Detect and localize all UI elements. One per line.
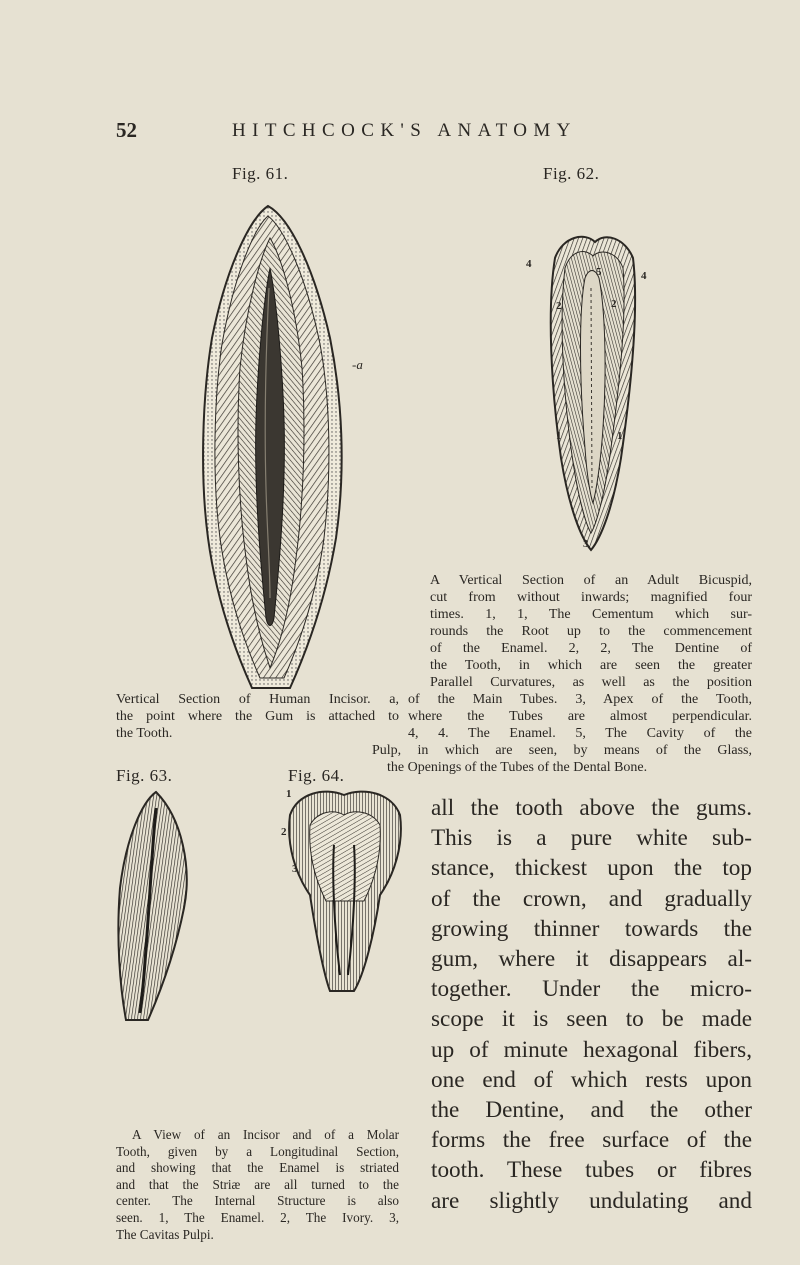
- body-line: are slightly undulating and: [431, 1187, 752, 1214]
- fig-64-callout-3: 3: [292, 863, 298, 875]
- fig-61-caption: [116, 691, 399, 742]
- caption-line: Pulp, in which are seen, by means of the Glass,: [372, 743, 752, 758]
- caption-line: 4, 4. The Enamel. 5, The Cavity of the: [408, 726, 752, 741]
- body-line: the Dentine, and the other: [431, 1097, 752, 1124]
- fig-62-caption-cont: [408, 691, 752, 742]
- body-line: forms the free surface of the: [431, 1127, 752, 1154]
- body-line: of the crown, and gradually: [431, 885, 752, 912]
- fig-61-label: Fig. 61.: [232, 164, 289, 183]
- body-line: This is a pure white sub-: [431, 825, 752, 852]
- body-line: all the tooth above the gums.: [431, 795, 752, 821]
- fig-62-callout-3: 3: [583, 538, 589, 550]
- fig-64-label: Fig. 64.: [288, 766, 345, 785]
- fig-62-callout-2-left: 2: [556, 300, 562, 312]
- fig-63-incisor-illustration: [112, 788, 198, 1023]
- body-line: together. Under the micro-: [431, 976, 752, 1003]
- fig-64-callout-2: 2: [281, 826, 287, 838]
- body-line: gum, where it disappears al-: [431, 946, 752, 973]
- caption-line: Parallel Curvatures, as well as the position: [430, 675, 752, 690]
- fig-62-callout-1-left: 1: [556, 430, 562, 442]
- body-line: up of minute hexagonal fibers,: [431, 1036, 752, 1063]
- running-title: HITCHCOCK'S ANATOMY: [232, 120, 577, 141]
- body-line: tooth. These tubes or fibres: [431, 1157, 752, 1184]
- caption-line: times. 1, 1, The Cementum which sur-: [430, 607, 752, 622]
- fig-62-bicuspid-illustration: [535, 228, 645, 553]
- fig-62-callout-4-left: 4: [526, 258, 532, 270]
- caption-line: the Openings of the Tubes of the Dental Bone.: [387, 760, 648, 775]
- body-line: growing thinner towards the: [431, 915, 752, 942]
- caption-line: of the Main Tubes. 3, Apex of the Tooth,: [408, 692, 752, 707]
- caption-line: The Cavitas Pulpi.: [116, 1226, 214, 1242]
- caption-line: Tooth, given by a Longitudinal Section,: [116, 1143, 399, 1159]
- fig-63-label: Fig. 63.: [116, 766, 173, 785]
- caption-line: where the Tubes are almost perpendicular.: [408, 709, 752, 724]
- fig-62-callout-4-right: 4: [641, 270, 647, 282]
- caption-line: A Vertical Section of an Adult Bicuspid,: [430, 573, 752, 588]
- fig-62-caption-end: [372, 742, 752, 776]
- caption-line: and that the Striæ are all turned to the: [116, 1176, 399, 1192]
- body-line: stance, thickest upon the top: [431, 855, 752, 882]
- caption-line: of the Enamel. 2, 2, The Dentine of: [430, 641, 752, 656]
- fig-62-callout-5: 5: [596, 266, 602, 278]
- caption-line: cut from without inwards; magnified four: [430, 590, 752, 605]
- caption-line: the Tooth, in which are seen the greater: [430, 658, 752, 673]
- caption-line: the Tooth.: [116, 726, 173, 741]
- fig-63-64-caption: [116, 1127, 399, 1243]
- fig-62-caption: [430, 572, 752, 691]
- caption-line: A View of an Incisor and of a Molar: [132, 1127, 399, 1142]
- caption-line: the point where the Gum is attached to: [116, 709, 399, 724]
- page-number: 52: [116, 118, 137, 142]
- body-text: [431, 793, 752, 1216]
- caption-line: and showing that the Enamel is striated: [116, 1160, 399, 1176]
- body-line: scope it is seen to be made: [431, 1006, 752, 1033]
- fig-62-callout-1-right: 1: [617, 430, 623, 442]
- caption-line: seen. 1, The Enamel. 2, The Ivory. 3,: [116, 1209, 399, 1225]
- fig-62-label: Fig. 62.: [543, 164, 600, 183]
- fig-62-callout-2-right: 2: [611, 298, 617, 310]
- fig-64-molar-illustration: [284, 785, 406, 995]
- caption-line: center. The Internal Structure is also: [116, 1193, 399, 1209]
- fig-61-callout-a: -a: [352, 357, 363, 372]
- body-line: one end of which rests upon: [431, 1066, 752, 1093]
- fig-64-callout-1: 1: [286, 788, 292, 800]
- fig-61-incisor-illustration: [190, 198, 360, 698]
- caption-line: rounds the Root up to the commencement: [430, 624, 752, 639]
- caption-line: Vertical Section of Human Incisor. a,: [116, 692, 399, 707]
